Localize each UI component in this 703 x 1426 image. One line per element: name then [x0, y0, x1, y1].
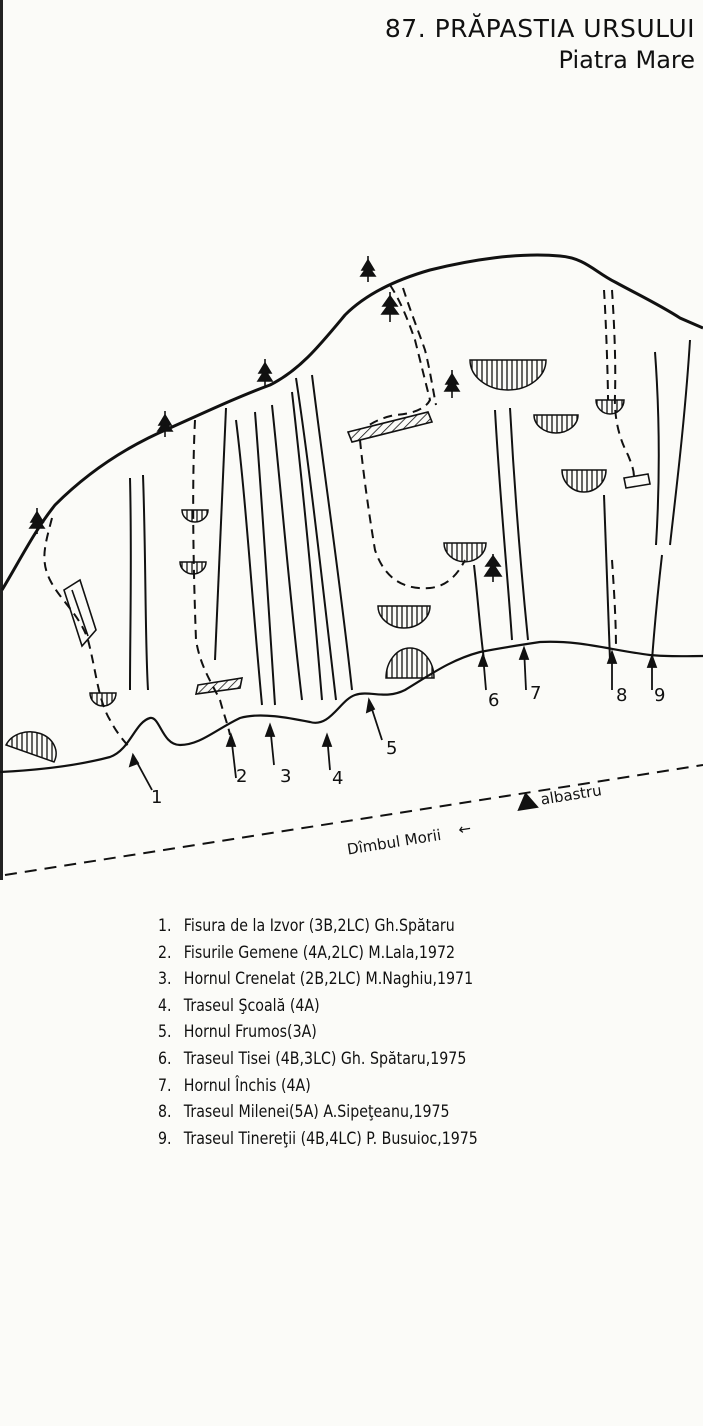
legend-item: [158, 993, 478, 1020]
legend-item-number: 5.: [158, 1022, 172, 1042]
route-number-7: 7: [530, 683, 542, 704]
legend-item: [158, 1019, 478, 1046]
legend-item-number: 2.: [158, 942, 172, 962]
legend-item-number: 1.: [158, 916, 172, 935]
route-number-3: 3: [280, 766, 292, 787]
route-number-5: 5: [386, 738, 398, 759]
route-number-8: 8: [616, 685, 628, 706]
legend-item: [158, 940, 478, 967]
legend-item: [158, 1126, 478, 1153]
legend-item-text: Fisurile Gemene (4A,2LC) M.Lala,1972: [183, 942, 456, 962]
page-subtitle: Piatra Mare: [558, 46, 695, 74]
route-number-6: 6: [488, 690, 500, 711]
legend-item: [158, 1046, 478, 1073]
route-number-9: 9: [654, 685, 666, 706]
ledge-blocks: [64, 412, 650, 694]
legend-item-text: Traseul Milenei(5A) A.Sipeţeanu,1975: [183, 1102, 450, 1122]
legend-item: [158, 1073, 478, 1100]
legend-item: [158, 913, 478, 940]
legend-item-number: 9.: [158, 1128, 172, 1148]
legend-item-number: 3.: [158, 969, 172, 989]
legend-item-number: 6.: [158, 1048, 172, 1068]
legend-item: [158, 1099, 478, 1126]
route-number-2: 2: [236, 766, 248, 787]
legend-item-text: Hornul Frumos(3A): [183, 1022, 317, 1042]
legend-item: [158, 966, 478, 993]
route-number-4: 4: [332, 768, 344, 789]
road-direction-arrow-icon: ←: [457, 819, 473, 839]
legend-item-number: 4.: [158, 995, 172, 1015]
legend-item-text: Traseul Tinereţii (4B,4LC) P. Busuioc,1975: [183, 1128, 478, 1148]
route-lines-dashed: [44, 285, 634, 748]
legend-item-number: 8.: [158, 1102, 172, 1122]
legend-item-number: 7.: [158, 1075, 172, 1095]
page-title: 87. PRĂPASTIA URSULUI: [384, 14, 695, 43]
road-name-label: Dîmbul Morii: [345, 825, 443, 859]
legend-item-text: Traseul Şcoală (4A): [183, 995, 320, 1015]
legend-item-text: Hornul Crenelat (2B,2LC) M.Naghiu,1971: [183, 969, 474, 989]
legend-item-text: Hornul Închis (4A): [183, 1075, 311, 1095]
cliff-base-line: [0, 642, 703, 772]
legend-item-text: Traseul Tisei (4B,3LC) Gh. Spătaru,1975: [183, 1048, 467, 1068]
route-legend: [158, 913, 478, 1152]
legend-item-text: Fisura de la Izvor (3B,2LC) Gh.Spătaru: [183, 916, 455, 935]
cliff-top-ridge: [2, 255, 703, 590]
route-number-1: 1: [151, 787, 163, 808]
trail-marker-label: albastru: [539, 781, 603, 809]
